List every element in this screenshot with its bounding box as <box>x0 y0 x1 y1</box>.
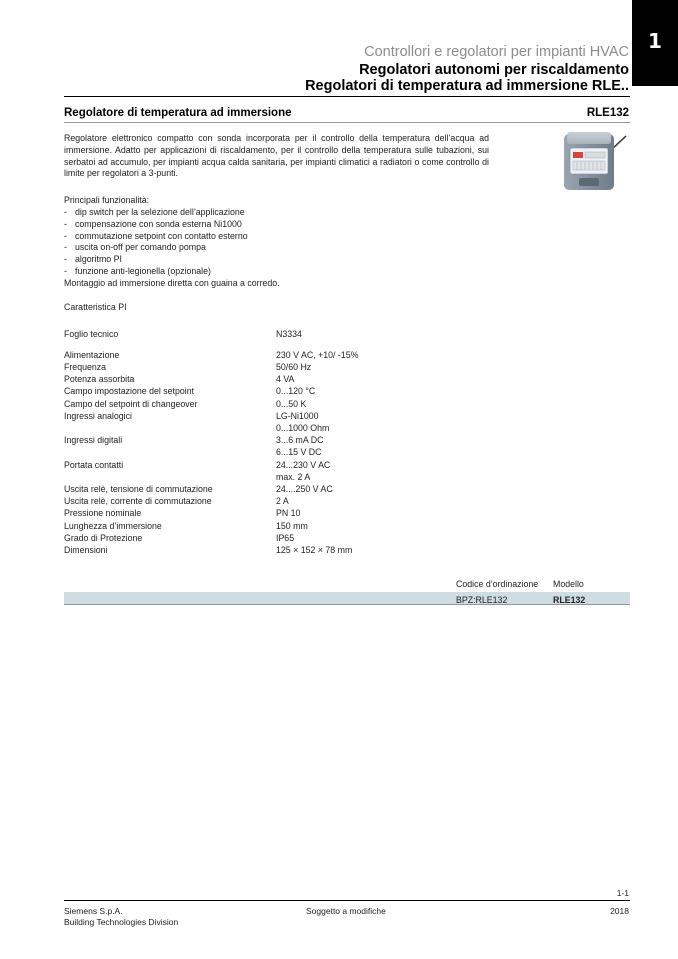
spec-label: Campo del setpoint di changeover <box>64 398 198 409</box>
spec-label: Dimensioni <box>64 544 108 555</box>
spec-value: 24....250 V AC <box>276 483 333 494</box>
order-model-header: Modello <box>553 579 584 589</box>
footer-rule <box>64 900 630 901</box>
spec-row <box>64 471 464 483</box>
spec-label: Uscita relè, corrente di commutazione <box>64 496 212 507</box>
spec-row <box>64 410 464 422</box>
feature-item: - algoritmo PI <box>64 254 248 266</box>
spec-value: 0...120 °C <box>276 386 316 397</box>
spec-row <box>64 349 464 361</box>
spec-value: max. 2 A <box>276 471 311 482</box>
spec-label: Alimentazione <box>64 349 120 360</box>
spec-row <box>64 328 464 340</box>
spec-value: 0...1000 Ohm <box>276 422 330 433</box>
spec-row <box>64 532 464 544</box>
features-title: Principali funzionalità: <box>64 195 150 205</box>
header-title: Regolatori di temperatura ad immersione RLE.. <box>305 78 629 94</box>
spec-value: IP65 <box>276 532 295 543</box>
order-model: RLE132 <box>553 595 586 605</box>
spec-row <box>64 459 464 471</box>
spec-label: Ingressi analogici <box>64 410 132 421</box>
spec-value: N3334 <box>276 329 302 339</box>
spec-row <box>64 361 464 373</box>
spec-label: Frequenza <box>64 361 107 372</box>
spec-row <box>64 495 464 507</box>
spec-row <box>64 385 464 397</box>
order-code: BPZ:RLE132 <box>456 595 508 605</box>
spec-row <box>64 422 464 434</box>
spec-label: Portata contatti <box>64 459 124 470</box>
feature-item: - uscita on-off per comando pompa <box>64 242 248 254</box>
spec-label: Grado di Protezione <box>64 532 143 543</box>
page-number: 1-1 <box>616 888 629 898</box>
spec-value: 2 A <box>276 496 289 507</box>
header-rule <box>64 96 630 97</box>
spec-value: 24...230 V AC <box>276 459 331 470</box>
footer-note: Soggetto a modifiche <box>306 906 386 916</box>
spec-value: 150 mm <box>276 520 308 531</box>
spec-row <box>64 446 464 458</box>
spec-label: Foglio tecnico <box>64 329 119 339</box>
footer-company: Siemens S.p.A. <box>64 906 123 916</box>
spec-row <box>64 483 464 495</box>
spec-row <box>64 434 464 446</box>
feature-item: - compensazione con sonda esterna Ni1000 <box>64 219 248 231</box>
chapter-tab: 1 <box>632 0 678 86</box>
feature-item: - dip switch per la selezione dell’applicazione <box>64 207 248 219</box>
spec-value: LG-Ni1000 <box>276 410 319 421</box>
section-rule <box>64 122 630 123</box>
feature-item: - commutazione setpoint con contatto esterno <box>64 231 248 243</box>
product-description: Regolatore elettronico compatto con sonda incorporata per il controllo della temperatura dell’acqua ad immersione. Adatto per applicazioni di riscaldamento, per il controllo della temperatura sulle tubazioni, sui serbatoi ad accumulo, per impianti acqua calda sanitaria, per impianti climatici a radiatori o come controllo di limite per regolatori a 3-punti. <box>64 133 489 179</box>
footer-year: 2018 <box>610 906 629 916</box>
feature-item: - funzione anti-legionella (opzionale) <box>64 266 248 278</box>
spec-label: Uscita relè, tensione di commutazione <box>64 483 213 494</box>
spec-value: 230 V AC, +10/ -15% <box>276 349 359 360</box>
product-image <box>555 128 627 192</box>
spec-value: 3...6 mA DC <box>276 435 324 446</box>
header-category: Controllori e regolatori per impianti HVAC <box>364 44 629 60</box>
order-code-header: Codice d’ordinazione <box>456 579 539 589</box>
spec-table <box>64 328 464 556</box>
footer-division: Building Technologies Division <box>64 917 179 927</box>
spec-label: Pressione nominale <box>64 508 142 519</box>
mounting-note: Montaggio ad immersione diretta con guaina a corredo. <box>64 278 280 288</box>
spec-value: 0...50 K <box>276 398 307 409</box>
spec-row <box>64 398 464 410</box>
spec-label: Campo impostazione del setpoint <box>64 386 195 397</box>
spec-row <box>64 373 464 385</box>
section-title: Regolatore di temperatura ad immersione <box>64 107 292 119</box>
features-list <box>64 207 248 278</box>
spec-label: Potenza assorbita <box>64 374 135 385</box>
spec-row <box>64 507 464 519</box>
spec-row <box>64 520 464 532</box>
spec-label: Lunghezza d’immersione <box>64 520 162 531</box>
spec-value: 4 VA <box>276 374 295 385</box>
characteristic-text: Caratteristica PI <box>64 302 127 312</box>
section-code: RLE132 <box>586 107 629 119</box>
header-subcategory: Regolatori autonomi per riscaldamento <box>359 62 629 78</box>
spec-value: PN 10 <box>276 508 301 519</box>
spec-value: 125 × 152 × 78 mm <box>276 544 353 555</box>
spec-value: 50/60 Hz <box>276 361 312 372</box>
spec-value: 6...15 V DC <box>276 447 322 458</box>
order-row <box>64 592 630 605</box>
spec-label: Ingressi digitali <box>64 435 123 446</box>
spec-row <box>64 544 464 556</box>
